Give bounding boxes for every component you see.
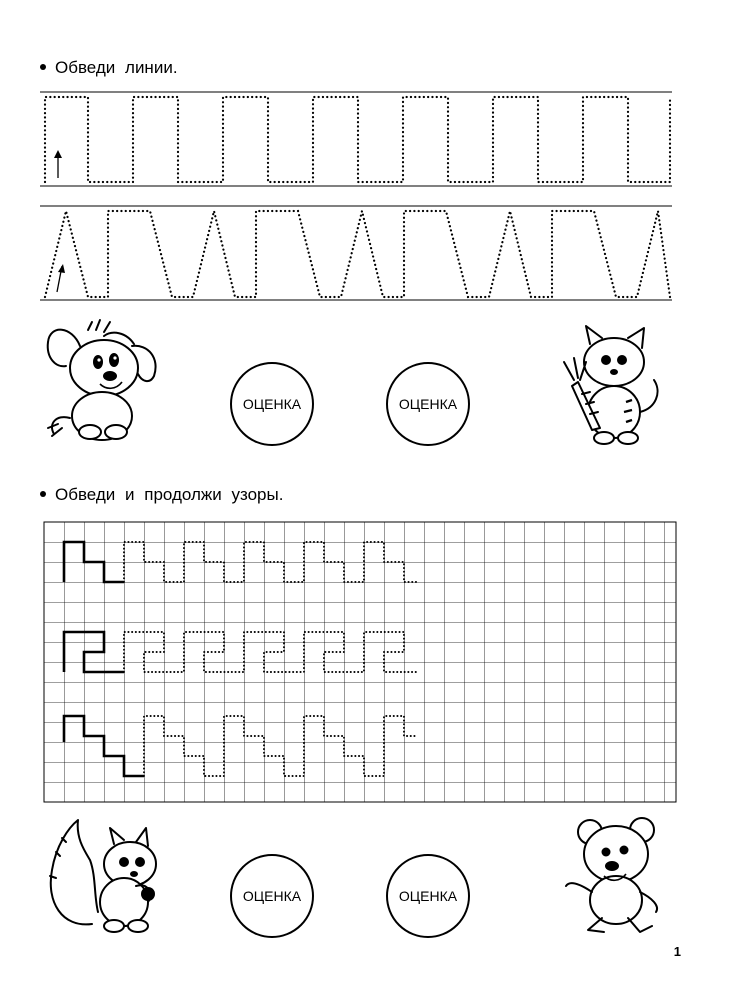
grade-circle [230, 854, 314, 938]
task2-instruction-text: Обведи и продолжи узоры. [55, 485, 284, 504]
page-number: 1 [673, 944, 681, 959]
grade-circle-label: ОЦЕНКА [398, 888, 458, 904]
squirrel-illustration [44, 816, 168, 938]
grade-circle-label: ОЦЕНКА [398, 396, 458, 412]
grid-cells [44, 522, 676, 802]
teddy-bear-illustration [560, 814, 672, 938]
grade-circle [386, 854, 470, 938]
task1-instruction-text: Обведи линии. [55, 58, 178, 77]
grade-circle-label: ОЦЕНКА [242, 888, 302, 904]
grade-circle-label: ОЦЕНКА [242, 396, 302, 412]
